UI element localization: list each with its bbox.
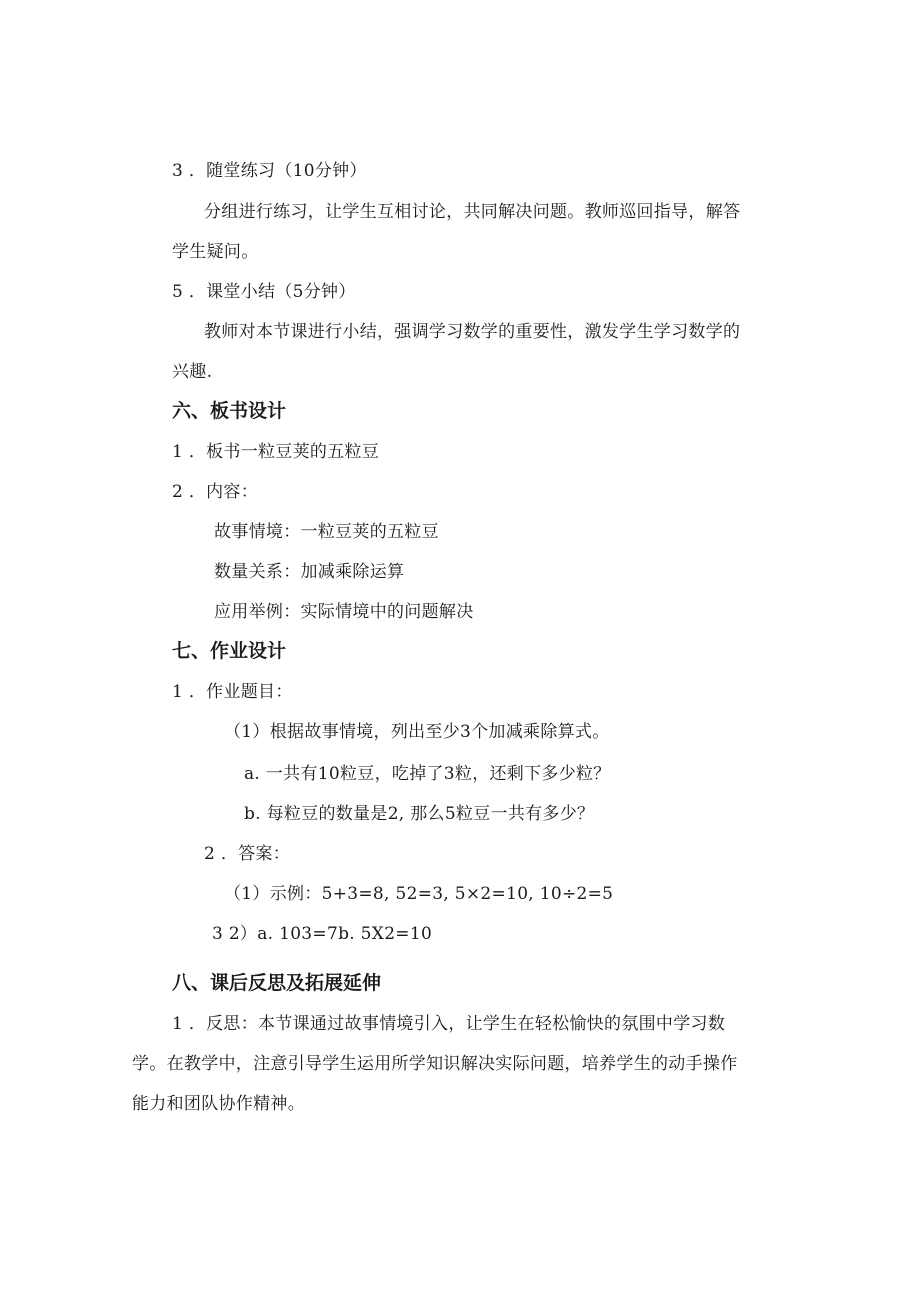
- homework-question-1a: a. 一共有10粒豆，吃掉了3粒，还剩下多少粒？: [244, 764, 611, 784]
- board-item-2: 2 ．内容：: [172, 482, 259, 502]
- board-item-1: 1 ．板书一粒豆荚的五粒豆: [172, 442, 380, 462]
- homework-question-1: （1）根据故事情境，列出至少3个加减乘除算式。: [224, 722, 610, 742]
- homework-answer-1: （1）示例：5+3=8, 52=3, 5×2=10, 10÷2=5: [224, 884, 614, 904]
- homework-item-2: 2 ．答案：: [204, 844, 291, 864]
- board-design-heading: 六、板书设计: [172, 400, 287, 422]
- reflection-heading: 八、课后反思及拓展延伸: [172, 972, 382, 994]
- reflection-line-1: 1 ．反思：本节课通过故事情境引入，让学生在轻松愉快的氛围中学习数: [172, 1014, 726, 1034]
- section-5-body-line-2: 兴趣.: [172, 362, 213, 382]
- homework-item-1: 1 ．作业题目：: [172, 682, 293, 702]
- homework-heading: 七、作业设计: [172, 640, 287, 662]
- board-sub-item-story: 故事情境：一粒豆荚的五粒豆: [214, 522, 439, 542]
- section-5-heading: 5 ．课堂小结（5分钟）: [172, 282, 356, 302]
- reflection-line-3: 能力和团队协作精神。: [132, 1094, 305, 1114]
- board-sub-item-relation: 数量关系：加减乘除运算: [214, 562, 405, 582]
- board-sub-item-application: 应用举例：实际情境中的问题解决: [214, 602, 474, 622]
- section-3-body-line-1: 分组进行练习，让学生互相讨论，共同解决问题。教师巡回指导，解答: [204, 202, 741, 222]
- homework-answer-2: 3 2）a. 103=7b. 5X2=10: [212, 924, 433, 944]
- homework-question-1b: b. 每粒豆的数量是2, 那么5粒豆一共有多少？: [244, 804, 595, 824]
- section-3-heading: 3 ．随堂练习（10分钟）: [172, 161, 367, 181]
- section-5-body-line-1: 教师对本节课进行小结，强调学习数学的重要性，激发学生学习数学的: [204, 322, 741, 342]
- reflection-line-2: 学。在教学中，注意引导学生运用所学知识解决实际问题，培养学生的动手操作: [132, 1054, 738, 1074]
- section-3-body-line-2: 学生疑问。: [172, 242, 259, 262]
